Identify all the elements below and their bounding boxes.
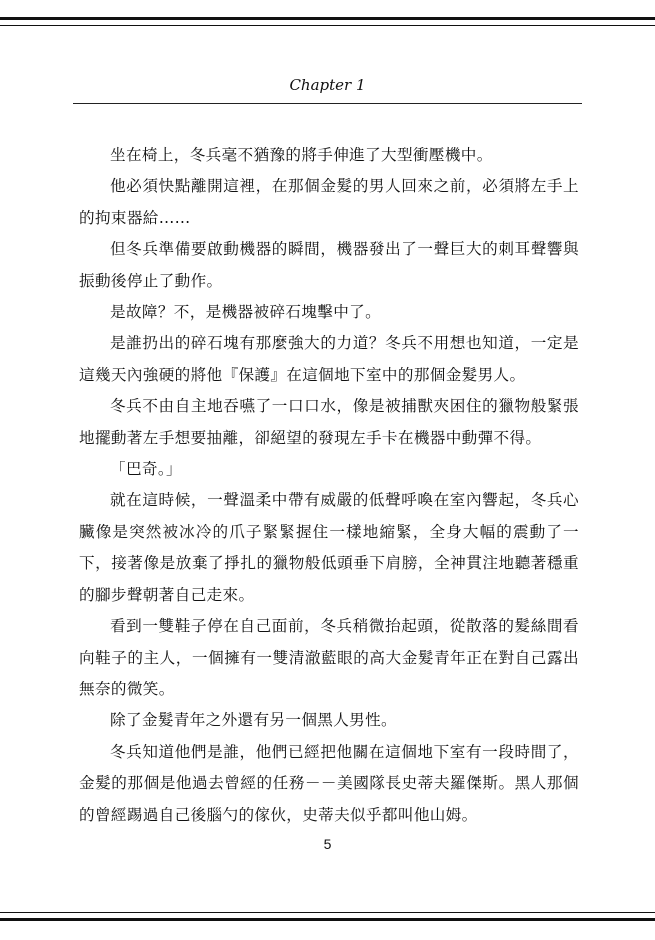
paragraph: 他必須快點離開這裡，在那個金髮的男人回來之前，必須將左手上的拘束器給…… [79,177,579,227]
bottom-border-thick [0,918,655,921]
paragraph: 冬兵知道他們是誰，他們已經把他關在這個地下室有一段時間了，金髮的那個是他過去曾經的任務－－美國隊長史蒂夫羅傑斯。黑人那個的曾經踢過自己後腦勺的傢伙，史蒂夫似乎都叫他山姆。 [79,742,579,824]
paragraph: 坐在椅上，冬兵毫不猶豫的將手伸進了大型衝壓機中。 [110,146,493,164]
top-border-thin [0,25,655,26]
paragraph: 除了金髮青年之外還有另一個黑人男性。 [110,711,397,730]
paragraph: 但冬兵準備要啟動機器的瞬間，機器發出了一聲巨大的刺耳聲響與振動後停止了動作。 [79,240,579,290]
paragraph: 冬兵不由自主地吞嚥了一口口水，像是被捕獸夾困住的獵物般緊張地擺動著左手想要抽離，卻絕望的發現左手卡在機器中動彈不得。 [79,397,579,447]
bottom-border-thin [0,912,655,913]
paragraph: 是故障？不，是機器被碎石塊擊中了。 [110,303,382,322]
paragraph: 是誰扔出的碎石塊有那麼強大的力道？冬兵不用想也知道，一定是這幾天內強硬的將他『保護』在這個地下室中的那個金髮男人。 [79,334,579,384]
body-text [79,140,579,831]
paragraph-dialogue: 「巴奇。」 [110,460,182,479]
chapter-title: Chapter 1 [289,76,366,94]
chapter-title-underline [73,103,582,104]
paragraph: 就在這時候，一聲溫柔中帶有威嚴的低聲呼喚在室內響起，冬兵心臟像是突然被冰冷的爪子緊緊握住一樣地縮緊，全身大幅的震動了一下，接著像是放棄了掙扎的獵物般低頭垂下肩膀，全神貫注地聽著穩重的腳步聲朝著自己走來。 [79,491,579,604]
paragraph: 看到一雙鞋子停在自己面前，冬兵稍微抬起頭，從散落的髮絲間看向鞋子的主人，一個擁有一雙清澈藍眼的高大金髮青年正在對自己露出無奈的微笑。 [79,617,579,698]
top-border-thick [0,17,655,20]
page-number: 5 [323,836,332,852]
